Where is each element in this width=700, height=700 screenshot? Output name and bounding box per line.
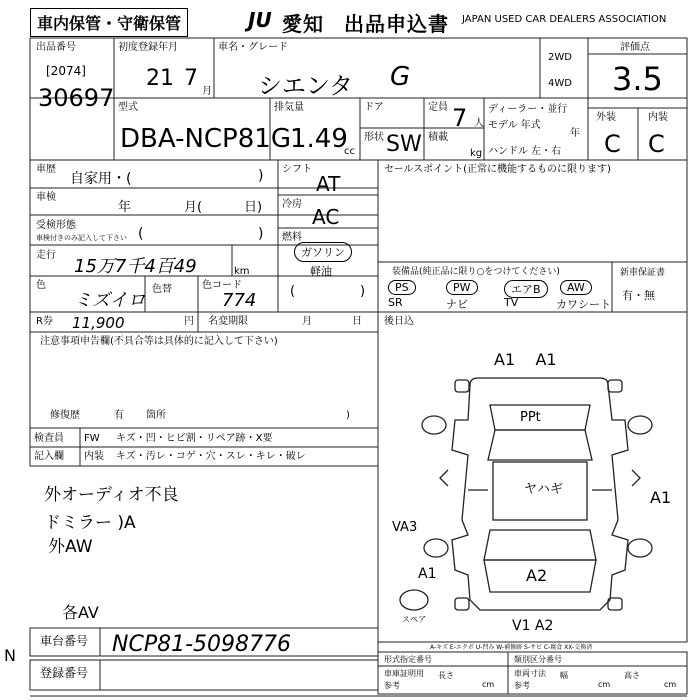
drive-2wd: 2WD [548, 52, 572, 63]
doors-label: ドア [364, 102, 384, 113]
spec-left-3: 参考 [384, 681, 400, 690]
registration-label: 初度登録年月 [118, 42, 178, 53]
chassis-label: 車台番号 [40, 634, 89, 648]
dealer-label: ディーラー・並行 [488, 104, 568, 115]
registration-year: 21 [146, 66, 174, 91]
note-line-1: 外オーディオ不良 [44, 485, 179, 505]
spec-right-1: 類別区分番号 [514, 655, 562, 664]
inspector-row1: キズ・凹・ヒビ割・リペア跡・X要 [116, 433, 273, 444]
score-label: 評価点 [620, 42, 650, 53]
equipment-item: PS [388, 280, 416, 295]
repair-part: 箇所 [146, 410, 166, 421]
name-change-day: 日 [352, 316, 362, 327]
diagram-rear-mark: A2 [526, 566, 548, 585]
repair-close: ) [346, 410, 350, 421]
repaint-label: 色替 [152, 284, 172, 295]
spare-label: スペア [402, 615, 426, 624]
shift-value: AT [316, 172, 341, 196]
displacement-value: 1.49 [290, 124, 348, 154]
equipment-item: カワシート [556, 298, 611, 311]
margin-mark: N [4, 646, 16, 665]
fuel-open: ( [290, 284, 296, 299]
caution-label: 注意事項申告欄(不具合等は具体的に記入して下さい) [40, 336, 278, 347]
lot-number: 30697 [38, 84, 115, 112]
type-label: 型式 [118, 102, 138, 113]
equipment-item: ナビ [446, 298, 468, 311]
height-unit: cm [664, 680, 677, 689]
mileage-value: 15万7千4百49 [74, 256, 197, 277]
diagram-top-marks: A1 A1 [494, 350, 557, 369]
recycle-close: ) [258, 226, 264, 242]
width-label: 幅 [560, 671, 568, 680]
spec-right-3: 参考 [514, 681, 530, 690]
shape-label: 形状 [364, 132, 384, 143]
score-value: 3.5 [612, 60, 663, 98]
diagram-hood-mark: PPt [520, 410, 541, 425]
registration-month-unit: 月 [202, 86, 212, 97]
spec-left-1: 形式指定番号 [384, 655, 432, 664]
equipment-item: AW [560, 280, 592, 295]
displacement-label: 排気量 [274, 102, 304, 113]
type-value: DBA-NCP81G [120, 124, 291, 154]
equipment-label: 装備品(純正品に限り○をつけてください) [392, 267, 560, 277]
diagram-lower-left-mark: A1 [418, 566, 437, 582]
storage-tag: 車内保管・守衛保管 [30, 8, 188, 37]
capacity-unit: 人 [474, 118, 484, 129]
diagram-bottom-mark: V1 A2 [512, 618, 554, 634]
plate-label: 登録番号 [40, 666, 89, 680]
length-unit: cm [482, 680, 495, 689]
sales-point-label: セールスポイント(正常に機能するものに限ります) [384, 164, 611, 175]
load-label: 積載 [428, 132, 448, 143]
recycle-fee-value: 11,900 [72, 314, 125, 332]
repair-label: 修復歴 [50, 410, 80, 421]
inspector-row2: キズ・汚レ・コゲ・穴・スレ・キレ・破レ [116, 451, 306, 462]
equipment-item: PW [446, 280, 478, 295]
ju-logo: JU [248, 8, 272, 32]
drive-4wd: 4WD [548, 78, 572, 89]
note-line-3: 外AW [48, 537, 93, 557]
mileage-unit: km [234, 266, 250, 277]
recycle-note: 車検付きのみ記入して下さい [36, 234, 127, 242]
org-name: 愛知 [282, 12, 324, 36]
spec-right-2: 車両寸法 [514, 669, 546, 678]
shape-value: SW [386, 132, 422, 157]
capacity-label: 定員 [428, 102, 448, 113]
equipment-item: SR [388, 296, 403, 309]
width-unit: cm [598, 680, 611, 689]
exterior-label: 外装 [596, 112, 616, 123]
spec-left-2: 車庫証明用 [384, 669, 424, 678]
inspection-month: 月( [184, 200, 203, 215]
height-label: 高さ [624, 671, 640, 680]
model-label: 車名・グレード [218, 42, 288, 53]
shift-label: シフト [282, 164, 312, 175]
inspection-year: 年 [118, 200, 132, 215]
recycle-fee-label: R券 [36, 316, 53, 327]
color-label: 色 [36, 280, 46, 291]
warranty-label: 新車保証書 [620, 268, 666, 278]
inspector-row2-tag: 内装 [84, 451, 104, 462]
note-line-4: 各AV [62, 603, 99, 622]
lot-label: 出品番号 [36, 42, 76, 53]
rear-label: 後日込 [384, 316, 414, 327]
color-code: 774 [222, 290, 257, 311]
diagram-right-mark: A1 [650, 488, 672, 507]
model-grade: G [390, 62, 411, 92]
color-code-label: 色コード [202, 280, 242, 291]
equipment-item: エアB [504, 280, 548, 298]
equipment-item: TV [504, 296, 519, 309]
ac-label: 冷房 [282, 199, 302, 210]
length-label: 長さ [438, 671, 454, 680]
inspection-day: 日) [244, 200, 263, 215]
repair-yes: 有 [114, 410, 124, 421]
inspector-label-1: 検査員 [34, 433, 64, 444]
note-line-2: ドミラー )A [44, 513, 136, 533]
chassis-value: NCP81-5098776 [112, 632, 291, 657]
registration-month: 7 [184, 66, 198, 91]
load-unit: kg [470, 148, 483, 159]
color-value: ミズイロ [74, 290, 146, 311]
fuel-diesel: 軽油 [310, 265, 332, 278]
fuel-close: ) [360, 284, 366, 299]
recycle-fee-unit: 円 [184, 316, 194, 327]
damage-legend: A-キズ E-エクボ U-凹み W-補修跡 S-サビ C-腐食 XX-交換済 [430, 644, 593, 651]
mileage-label: 走行 [36, 250, 56, 261]
interior-label: 内装 [648, 112, 668, 123]
inspector-label-2: 記入欄 [34, 451, 64, 462]
history-close: ) [258, 168, 264, 184]
capacity-value: 7 [452, 104, 468, 132]
diagram-left-mark: VA3 [392, 520, 418, 535]
lot-bracket: [2074] [46, 64, 86, 78]
handle-label: ハンドル 左・右 [488, 146, 562, 157]
diagram-roof-mark: ヤハギ [524, 482, 564, 497]
fuel-gasoline-circled: ガソリン [294, 242, 352, 262]
warranty-value: 有・無 [622, 289, 655, 302]
form-title: 出品申込書 [344, 12, 449, 36]
recycle-open: ( [138, 226, 144, 242]
inspector-row1-tag: FW [84, 433, 100, 444]
name-change-month: 月 [302, 316, 312, 327]
association-name: JAPAN USED CAR DEALERS ASSOCIATION [462, 14, 667, 25]
exterior-score: C [604, 130, 621, 158]
inspection-label: 車検 [36, 192, 56, 203]
recycle-label: 受検形態 [36, 220, 76, 231]
fuel-label: 燃料 [282, 232, 302, 243]
history-label: 車歴 [36, 164, 56, 175]
history-value: 自家用・( [70, 171, 132, 187]
year-unit: 年 [570, 128, 580, 139]
model-year-label: モデル 年式 [488, 120, 541, 131]
displacement-unit: cc [344, 146, 355, 157]
interior-score: C [648, 130, 665, 158]
ac-value: AC [312, 205, 340, 229]
name-change-label: 名変期限 [208, 316, 248, 327]
model-name: シエンタ [258, 72, 354, 100]
